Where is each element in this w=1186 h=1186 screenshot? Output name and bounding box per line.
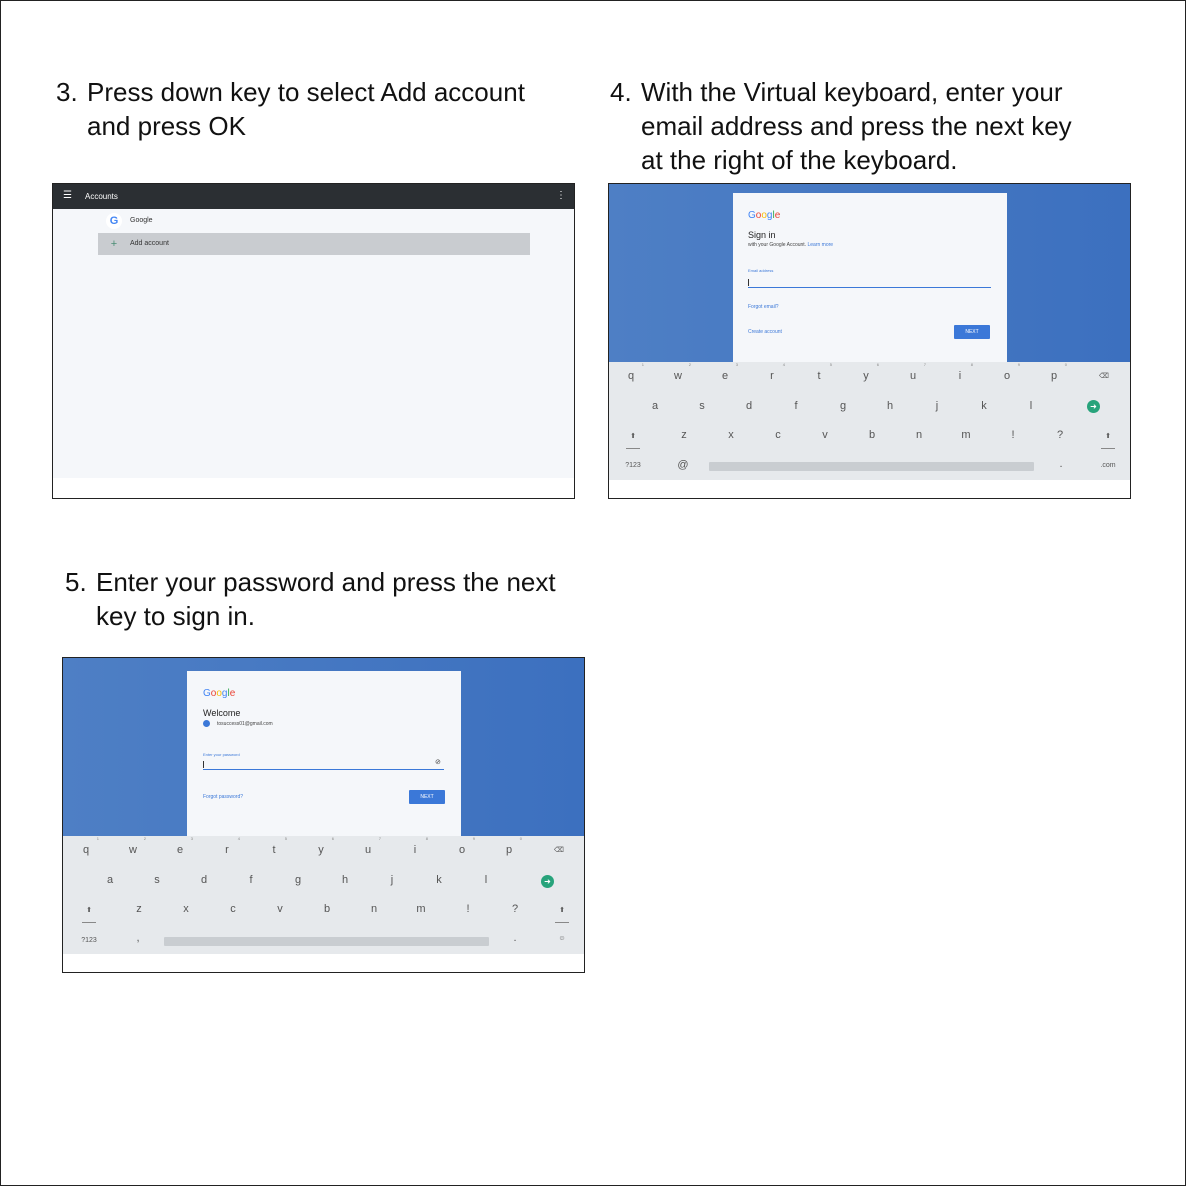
key-question[interactable]: ?	[1056, 429, 1064, 441]
key-w[interactable]: w 2	[129, 836, 146, 856]
key-q[interactable]: q 1	[82, 836, 99, 856]
next-button[interactable]: NEXT	[409, 790, 445, 804]
backspace-icon[interactable]: ⌫	[554, 847, 564, 854]
accounts-app-bar	[53, 184, 574, 209]
key-number-hint: 4	[782, 362, 785, 367]
text-caret	[203, 761, 204, 768]
key-p[interactable]: p 0	[505, 836, 522, 856]
key-j[interactable]: j	[935, 400, 939, 412]
shift-indicator	[626, 448, 640, 449]
key-i[interactable]: i 8	[958, 362, 973, 382]
key-number-hint: 5	[829, 362, 832, 367]
key-p[interactable]: p 0	[1050, 362, 1067, 382]
key-s[interactable]: s	[699, 400, 705, 412]
signin-card	[733, 193, 1007, 365]
key-f[interactable]: f	[794, 400, 798, 412]
space-bar[interactable]	[709, 462, 1034, 471]
visibility-off-icon[interactable]: ⊘	[435, 759, 441, 766]
text-caret	[748, 279, 749, 286]
key-k[interactable]: k	[981, 400, 987, 412]
account-item-google[interactable]	[98, 210, 530, 232]
key-number-hint: 1	[96, 836, 99, 841]
key-number-hint: 3	[735, 362, 738, 367]
step-number: 3.	[56, 77, 78, 107]
key-l[interactable]: l	[1029, 400, 1033, 412]
symbols-key[interactable]: ?123	[625, 462, 641, 469]
key-o[interactable]: o 9	[458, 836, 475, 856]
email-field-label: Email address	[748, 268, 774, 273]
backspace-icon[interactable]: ⌫	[1099, 373, 1109, 380]
key-c[interactable]: c	[775, 429, 781, 441]
key-f[interactable]: f	[249, 874, 253, 886]
key-g[interactable]: g	[294, 874, 302, 886]
create-account-link[interactable]: Create account	[748, 329, 782, 335]
email-input[interactable]	[748, 287, 991, 288]
key-h[interactable]: h	[886, 400, 894, 412]
key-x[interactable]: x	[183, 903, 189, 915]
key-a[interactable]: a	[651, 400, 659, 412]
key-t[interactable]: t 5	[817, 362, 832, 382]
key-question[interactable]: ?	[511, 903, 519, 915]
key-number-hint: 1	[641, 362, 644, 367]
enter-arrow-icon[interactable]: ➜	[1087, 400, 1100, 413]
key-number-hint: 6	[331, 836, 334, 841]
key-e[interactable]: e 3	[176, 836, 193, 856]
key-l[interactable]: l	[484, 874, 488, 886]
accounts-list	[53, 209, 574, 478]
welcome-card	[187, 671, 461, 839]
step-line: key to sign in.	[96, 601, 255, 631]
key-s[interactable]: s	[154, 874, 160, 886]
shift-icon[interactable]: ⬆	[86, 907, 92, 914]
step-line: at the right of the keyboard.	[641, 145, 958, 175]
key-number-hint: 6	[876, 362, 879, 367]
key-n[interactable]: n	[915, 429, 923, 441]
key-number-hint: 2	[688, 362, 691, 367]
key-number-hint: 2	[143, 836, 146, 841]
key-b[interactable]: b	[868, 429, 876, 441]
key-number-hint: 8	[970, 362, 973, 367]
plus-icon: +	[110, 238, 118, 250]
welcome-heading: Welcome	[203, 708, 241, 718]
password-screenshot	[62, 657, 585, 973]
key-t[interactable]: t 5	[272, 836, 287, 856]
account-avatar-icon	[203, 720, 210, 727]
key-z[interactable]: z	[681, 429, 687, 441]
key-x[interactable]: x	[728, 429, 734, 441]
step-line: With the Virtual keyboard, enter your	[641, 77, 1063, 107]
step-line: email address and press the next key	[641, 111, 1072, 141]
key-v[interactable]: v	[277, 903, 283, 915]
key-exclaim[interactable]: !	[1011, 429, 1015, 441]
key-i[interactable]: i 8	[413, 836, 428, 856]
period-key[interactable]: .	[513, 932, 517, 944]
at-key[interactable]: @	[677, 459, 689, 471]
comma-key[interactable]: ,	[136, 932, 140, 944]
key-n[interactable]: n	[370, 903, 378, 915]
signin-heading: Sign in	[748, 230, 776, 240]
space-bar[interactable]	[164, 937, 489, 946]
key-u[interactable]: u 7	[364, 836, 381, 856]
account-item-label: Add account	[130, 240, 169, 247]
step-number: 5.	[65, 567, 87, 597]
enter-arrow-icon[interactable]: ➜	[541, 875, 554, 888]
key-c[interactable]: c	[230, 903, 236, 915]
key-number-hint: 5	[284, 836, 287, 841]
key-number-hint: 7	[923, 362, 926, 367]
shift-indicator	[555, 922, 569, 923]
key-m[interactable]: m	[961, 429, 971, 441]
virtual-keyboard	[609, 362, 1130, 480]
key-m[interactable]: m	[416, 903, 426, 915]
shift-indicator	[1101, 448, 1115, 449]
key-z[interactable]: z	[136, 903, 142, 915]
key-number-hint: 9	[1017, 362, 1020, 367]
step-line: and press OK	[87, 111, 246, 141]
step-number: 4.	[610, 77, 632, 107]
period-key[interactable]: .	[1059, 458, 1063, 470]
key-d[interactable]: d	[745, 400, 753, 412]
shift-indicator	[82, 922, 96, 923]
learn-more-link[interactable]: Learn more	[807, 242, 834, 248]
key-y[interactable]: y 6	[863, 362, 879, 382]
password-input[interactable]	[203, 769, 444, 770]
forgot-password-link[interactable]: Forgot password?	[203, 794, 244, 800]
key-number-hint: 4	[237, 836, 240, 841]
key-b[interactable]: b	[323, 903, 331, 915]
key-number-hint: 0	[1064, 362, 1067, 367]
password-field-label: Enter your password	[203, 752, 240, 757]
account-item-label: Google	[130, 217, 153, 224]
shift-icon[interactable]: ⬆	[1105, 433, 1111, 440]
key-r[interactable]: r 4	[770, 362, 785, 382]
key-number-hint: 7	[378, 836, 381, 841]
step-4-text	[610, 75, 1072, 177]
key-r[interactable]: r 4	[225, 836, 240, 856]
key-q[interactable]: q 1	[627, 362, 644, 382]
forgot-email-link[interactable]: Forgot email?	[748, 304, 779, 310]
google-logo: Google	[203, 688, 236, 699]
shift-icon[interactable]: ⬆	[559, 907, 565, 914]
accounts-title: Accounts	[85, 192, 118, 201]
key-number-hint: 0	[519, 836, 522, 841]
key-exclaim[interactable]: !	[466, 903, 470, 915]
key-g[interactable]: g	[839, 400, 847, 412]
key-a[interactable]: a	[106, 874, 114, 886]
step-line: Enter your password and press the next	[96, 567, 556, 597]
account-email: tosuccess01@gmail.com	[217, 721, 273, 727]
key-number-hint: 9	[472, 836, 475, 841]
google-logo: Google	[748, 210, 781, 221]
dotcom-key[interactable]: .com	[1100, 462, 1116, 469]
emoji-icon[interactable]: ☺	[558, 935, 566, 942]
signin-screenshot	[608, 183, 1131, 499]
step-3-text	[56, 75, 525, 143]
key-number-hint: 3	[190, 836, 193, 841]
key-number-hint: 8	[425, 836, 428, 841]
symbols-key[interactable]: ?123	[81, 937, 97, 944]
hamburger-menu-icon[interactable]: ☰	[63, 190, 72, 201]
virtual-keyboard	[63, 836, 584, 954]
next-button[interactable]: NEXT	[954, 325, 990, 339]
key-u[interactable]: u 7	[909, 362, 926, 382]
key-w[interactable]: w 2	[674, 362, 691, 382]
key-o[interactable]: o 9	[1003, 362, 1020, 382]
key-v[interactable]: v	[822, 429, 828, 441]
step-5-text	[65, 565, 556, 633]
more-vertical-icon[interactable]: ⋮	[556, 190, 566, 201]
key-d[interactable]: d	[200, 874, 208, 886]
key-e[interactable]: e 3	[721, 362, 738, 382]
shift-icon[interactable]: ⬆	[630, 433, 636, 440]
key-h[interactable]: h	[341, 874, 349, 886]
signin-subtitle: with your Google Account. Learn more	[748, 242, 834, 248]
add-account-item[interactable]	[98, 233, 530, 255]
key-k[interactable]: k	[436, 874, 442, 886]
key-j[interactable]: j	[390, 874, 394, 886]
key-y[interactable]: y 6	[318, 836, 334, 856]
accounts-screenshot	[52, 183, 575, 499]
google-g-icon: G	[106, 213, 122, 229]
step-line: Press down key to select Add account	[87, 77, 525, 107]
